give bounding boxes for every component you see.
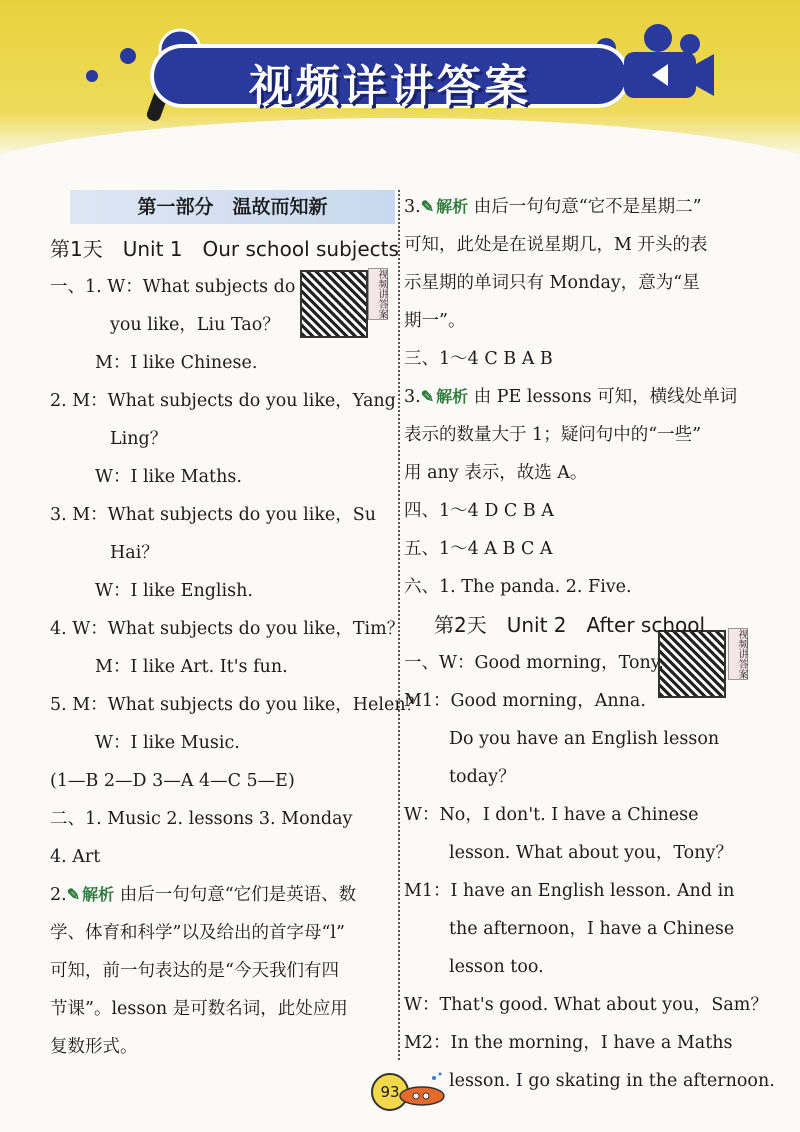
page-title: 视频详讲答案 [249, 61, 531, 112]
answer-line: 四、1～4 D C B A [404, 501, 554, 521]
explain-line: 学、体育和科学”以及给出的首字母“l” [50, 923, 345, 943]
explain-tag: ✎ 解析 [421, 197, 468, 216]
submarine-icon [396, 1070, 448, 1110]
explain-text: 由后一句句意“它不是星期二” [473, 197, 702, 217]
answer-line: 六、1. The panda. 2. Five. [404, 577, 632, 597]
answer-line: 三、1～4 C B A B [404, 349, 553, 369]
explain-line: 可知，前一句表达的是“今天我们有四 [50, 961, 339, 981]
section-title: 第一部分 温故而知新 [70, 190, 395, 224]
answer-line: W：I like Music. [95, 733, 240, 753]
explain-line: 示星期的单词只有 Monday，意为“星 [404, 273, 700, 293]
answer-line: 一、W：Good morning，Tony. [404, 653, 664, 673]
explain-line: 可知，此处是在说星期几，M 开头的表 [404, 235, 708, 255]
answer-line: today？ [449, 767, 516, 787]
explain-tag: ✎ 解析 [421, 387, 468, 406]
answer-line: M：I like Chinese. [95, 353, 258, 373]
qr-code[interactable] [300, 270, 368, 338]
day-title: 第2天 Unit 2 After school [434, 613, 706, 637]
decor-dot [120, 48, 136, 64]
explain-number: 3. [404, 387, 421, 407]
video-camera-icon [610, 20, 720, 110]
answer-line: 4. W：What subjects do you like，Tim？ [50, 619, 405, 639]
explain-line: 表示的数量大于 1；疑问句中的“一些” [404, 425, 702, 445]
answer-line: W：I like English. [95, 581, 253, 601]
answer-line: M：I like Art. It's fun. [95, 657, 288, 677]
explain-line: 复数形式。 [50, 1037, 138, 1057]
answer-line: Do you have an English lesson [449, 729, 720, 749]
explain-line [50, 876, 395, 914]
answer-line: lesson too. [449, 957, 544, 977]
explain-line: 期一”。 [404, 311, 466, 331]
column-divider [398, 190, 400, 1060]
day-title: 第1天 Unit 1 Our school subjects [50, 237, 399, 261]
explain-line: 用 any 表示，故选 A。 [404, 463, 588, 483]
explain-tag: ✎ 解析 [67, 885, 114, 904]
answer-line: 3. M：What subjects do you like，Su [50, 505, 377, 525]
answer-line: W：I like Maths. [95, 467, 242, 487]
answer-line: Hai？ [110, 543, 159, 563]
answer-line: lesson. I go skating in the afternoon. [449, 1071, 775, 1091]
right-column [404, 188, 775, 1100]
answer-line: M1：Good morning，Anna. [404, 691, 646, 711]
explain-number: 2. [50, 885, 67, 905]
page-number: 93 [371, 1073, 409, 1111]
answer-line: you like，Liu Tao？ [110, 315, 280, 335]
answer-line: lesson. What about you，Tony？ [449, 843, 733, 863]
answer-line: 5. M：What subjects do you like，Helen？ [50, 695, 424, 715]
explain-text: 由后一句句意“它们是英语、数 [119, 885, 357, 905]
answer-line: 2. M：What subjects do you like，Yang [50, 391, 396, 411]
answer-line: 二、1. Music 2. lessons 3. Monday [50, 809, 353, 829]
explain-number: 3. [404, 197, 421, 217]
answer-line: 4. Art [50, 847, 101, 867]
explain-line [404, 378, 760, 416]
answer-line: W：No，I don't. I have a Chinese [404, 805, 699, 825]
header-banner [150, 44, 630, 112]
answer-line: the afternoon，I have a Chinese [449, 919, 735, 939]
explain-text: 由 PE lessons 可知，横线处单词 [473, 387, 738, 407]
explain-line [404, 188, 760, 226]
answer-line: 五、1～4 A B C A [404, 539, 553, 559]
answer-line: M1：I have an English lesson. And in [404, 881, 735, 901]
answer-line: (1—B 2—D 3—A 4—C 5—E) [50, 771, 295, 791]
answer-line: 一、1. W：What subjects do [50, 277, 296, 297]
answer-line: W：That's good. What about you，Sam？ [404, 995, 768, 1015]
explain-line: 节课”。lesson 是可数名词，此处应用 [50, 999, 348, 1019]
qr-label: 视频讲答案 [728, 628, 748, 680]
qr-label: 视频讲答案 [368, 268, 388, 320]
answer-line: M2：In the morning，I have a Maths [404, 1033, 733, 1053]
answer-line: Ling？ [110, 429, 168, 449]
decor-dot [86, 70, 98, 82]
